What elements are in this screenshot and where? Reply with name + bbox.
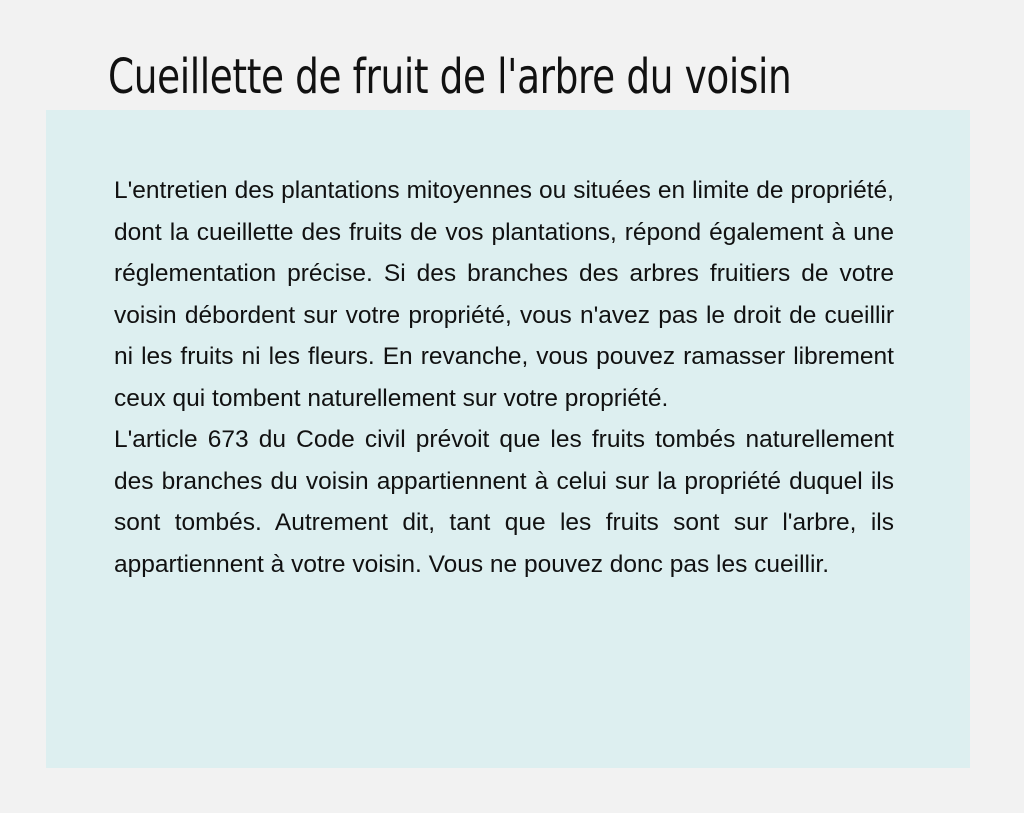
page-title: Cueillette de fruit de l'arbre du voisin: [108, 49, 792, 105]
paragraph-code-civil: L'article 673 du Code civil prévoit que les fruits tombés naturellement des branches du voisin appartiennent à celui sur la propriété duquel ils sont tombés. Autrement dit, tant que les fruits sont sur l'arbre, ils appartiennent à votre voisin. Vous ne pouvez donc pas les cueillir.: [114, 426, 894, 578]
paragraph-entretien: L'entretien des plantations mitoyennes ou situées en limite de propriété, dont la cueillette des fruits de vos plantations, répond également à une réglementation précise. Si des branches des arbres fruitiers de votre voisin débordent sur votre propriété, vous n'avez pas le droit de cueillir ni les fruits ni les fleurs. En revanche, vous pouvez ramasser librement ceux qui tombent naturellement sur votre propriété.: [114, 177, 894, 412]
article-body: [114, 170, 894, 585]
